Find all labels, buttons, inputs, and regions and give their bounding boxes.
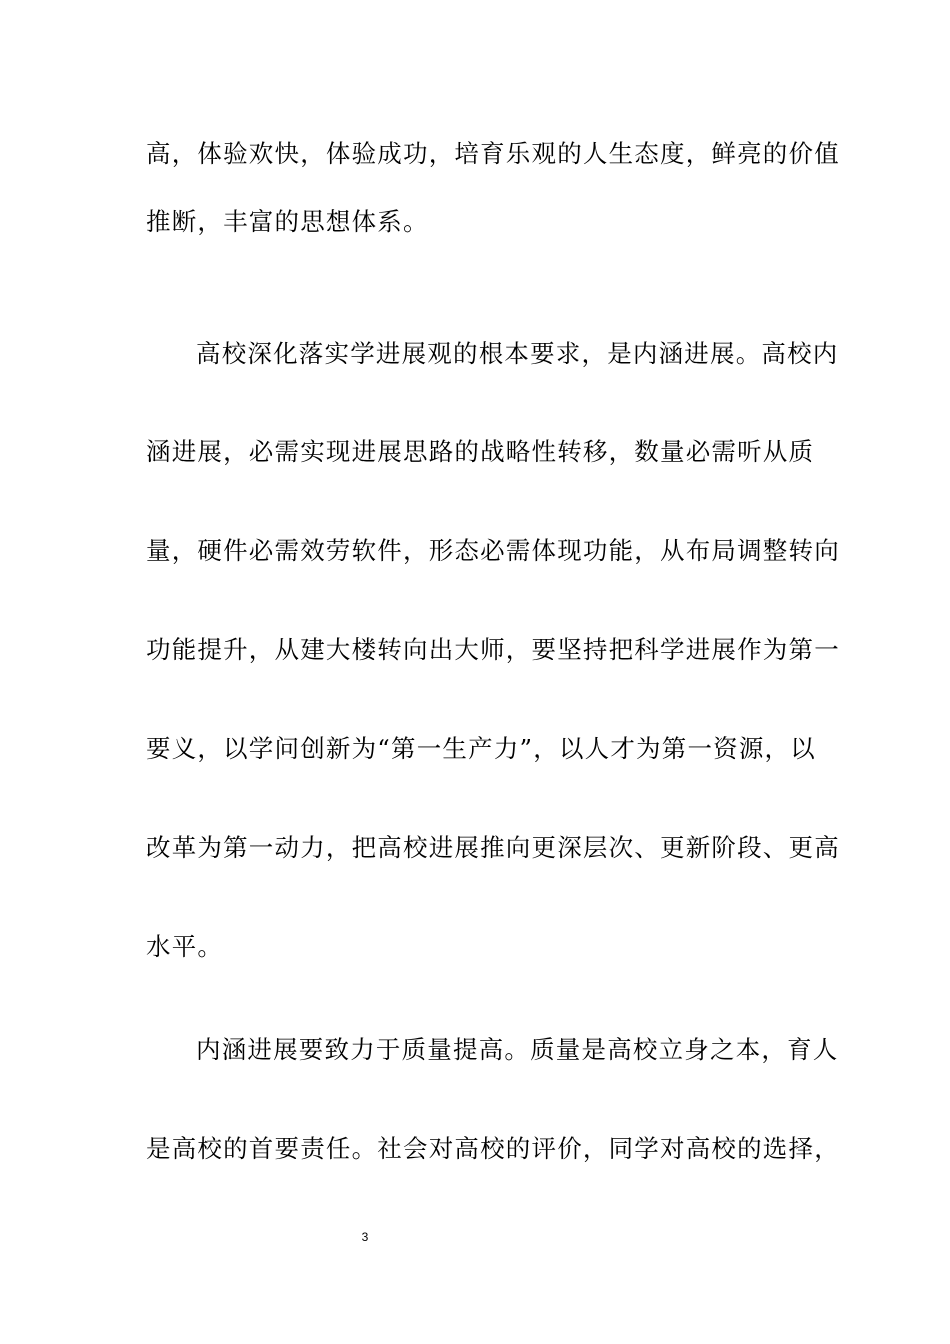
paragraph-line: 涵进展，必需实现进展思路的战略性转移，数量必需听从质: [146, 437, 815, 466]
paragraph-line: 高，体验欢快，体验成功，培育乐观的人生态度，鲜亮的价值: [146, 139, 840, 168]
paragraph-line: 要义，以学问创新为“第一生产力”，以人才为第一资源，以: [146, 734, 816, 763]
paragraph-line: 水平。: [146, 932, 224, 961]
paragraph-line: 功能提升，从建大楼转向出大师，要坚持把科学进展作为第一: [146, 635, 840, 664]
paragraph-line: 是高校的首要责任。社会对高校的评价，同学对高校的选择，: [146, 1134, 840, 1163]
paragraph-line: 内涵进展要致力于质量提高。质量是高校立身之本，育人: [196, 1035, 839, 1064]
paragraph-line: 高校深化落实学进展观的根本要求，是内涵进展。高校内: [196, 339, 839, 368]
paragraph-line: 改革为第一动力，把高校进展推向更深层次、更新阶段、更高: [146, 833, 840, 862]
paragraph-line: 推断，丰富的思想体系。: [146, 207, 429, 236]
paragraph-line: 量，硬件必需效劳软件，形态必需体现功能，从布局调整转向: [146, 536, 840, 565]
page-number: 3: [361, 1230, 369, 1244]
